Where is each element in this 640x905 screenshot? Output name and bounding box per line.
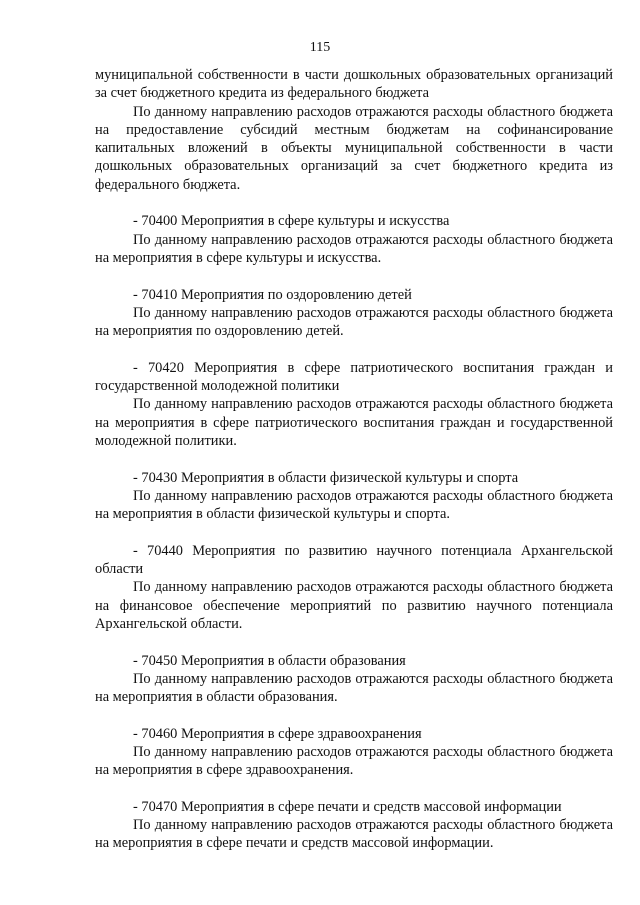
section-heading: - 70450 Мероприятия в области образования [133,652,406,669]
section-text: По данному направлению расходов отражаются расходы областного бюджета на мероприятия в сфере здравоохранения. [95,743,613,779]
section-heading: - 70420 Мероприятия в сфере патриотического воспитания граждан и государственной молодежной политики [95,359,613,395]
section-heading: - 70440 Мероприятия по развитию научного потенциала Архангельской области [95,542,613,578]
section-text: По данному направлению расходов отражаются расходы областного бюджета на мероприятия по оздоровлению детей. [95,304,613,340]
section-heading: - 70430 Мероприятия в области физической культуры и спорта [133,469,519,486]
section-text: По данному направлению расходов отражаются расходы областного бюджета на мероприятия в области физической культуры и спорта. [95,487,613,523]
section-heading: - 70410 Мероприятия по оздоровлению детей [133,286,412,303]
section-heading: - 70400 Мероприятия в сфере культуры и искусства [133,213,450,230]
section-70460 [95,725,613,780]
intro-paragraph: По данному направлению расходов отражаются расходы областного бюджета на предоставление субсидий местным бюджетам на софинансирование капитальных вложений в объекты муниципальной собственности в части дошкольных образовательных организаций за счет бюджетного кредита из федерального бюджета. [95,103,613,193]
section-heading: - 70460 Мероприятия в сфере здравоохранения [133,725,422,742]
section-70420 [95,359,613,450]
section-70440 [95,542,613,633]
section-text: По данному направлению расходов отражаются расходы областного бюджета на мероприятия в сфере культуры и искусства. [95,231,613,266]
page-number: 115 [309,40,331,55]
page-content [95,66,613,853]
intro-continuation: муниципальной собственности в части дошкольных образовательных организаций за счет бюджетного кредита из федерального бюджета [95,67,613,102]
section-text: По данному направлению расходов отражаются расходы областного бюджета на мероприятия в сфере патриотического воспитания граждан и государственной молодежной политики. [95,396,613,449]
section-heading: - 70470 Мероприятия в сфере печати и средств массовой информации [133,798,562,815]
section-70450 [95,652,613,707]
section-text: По данному направлению расходов отражаются расходы областного бюджета на мероприятия в сфере печати и средств массовой информации. [95,817,613,852]
section-text: По данному направлению расходов отражаются расходы областного бюджета на мероприятия в области образования. [95,670,613,706]
section-70430 [95,469,613,524]
section-70470 [95,798,613,853]
section-70410 [95,286,613,341]
section-70400 [95,212,613,267]
section-text: По данному направлению расходов отражаются расходы областного бюджета на финансовое обеспечение мероприятий по развитию научного потенциала Архангельской области. [95,579,613,632]
